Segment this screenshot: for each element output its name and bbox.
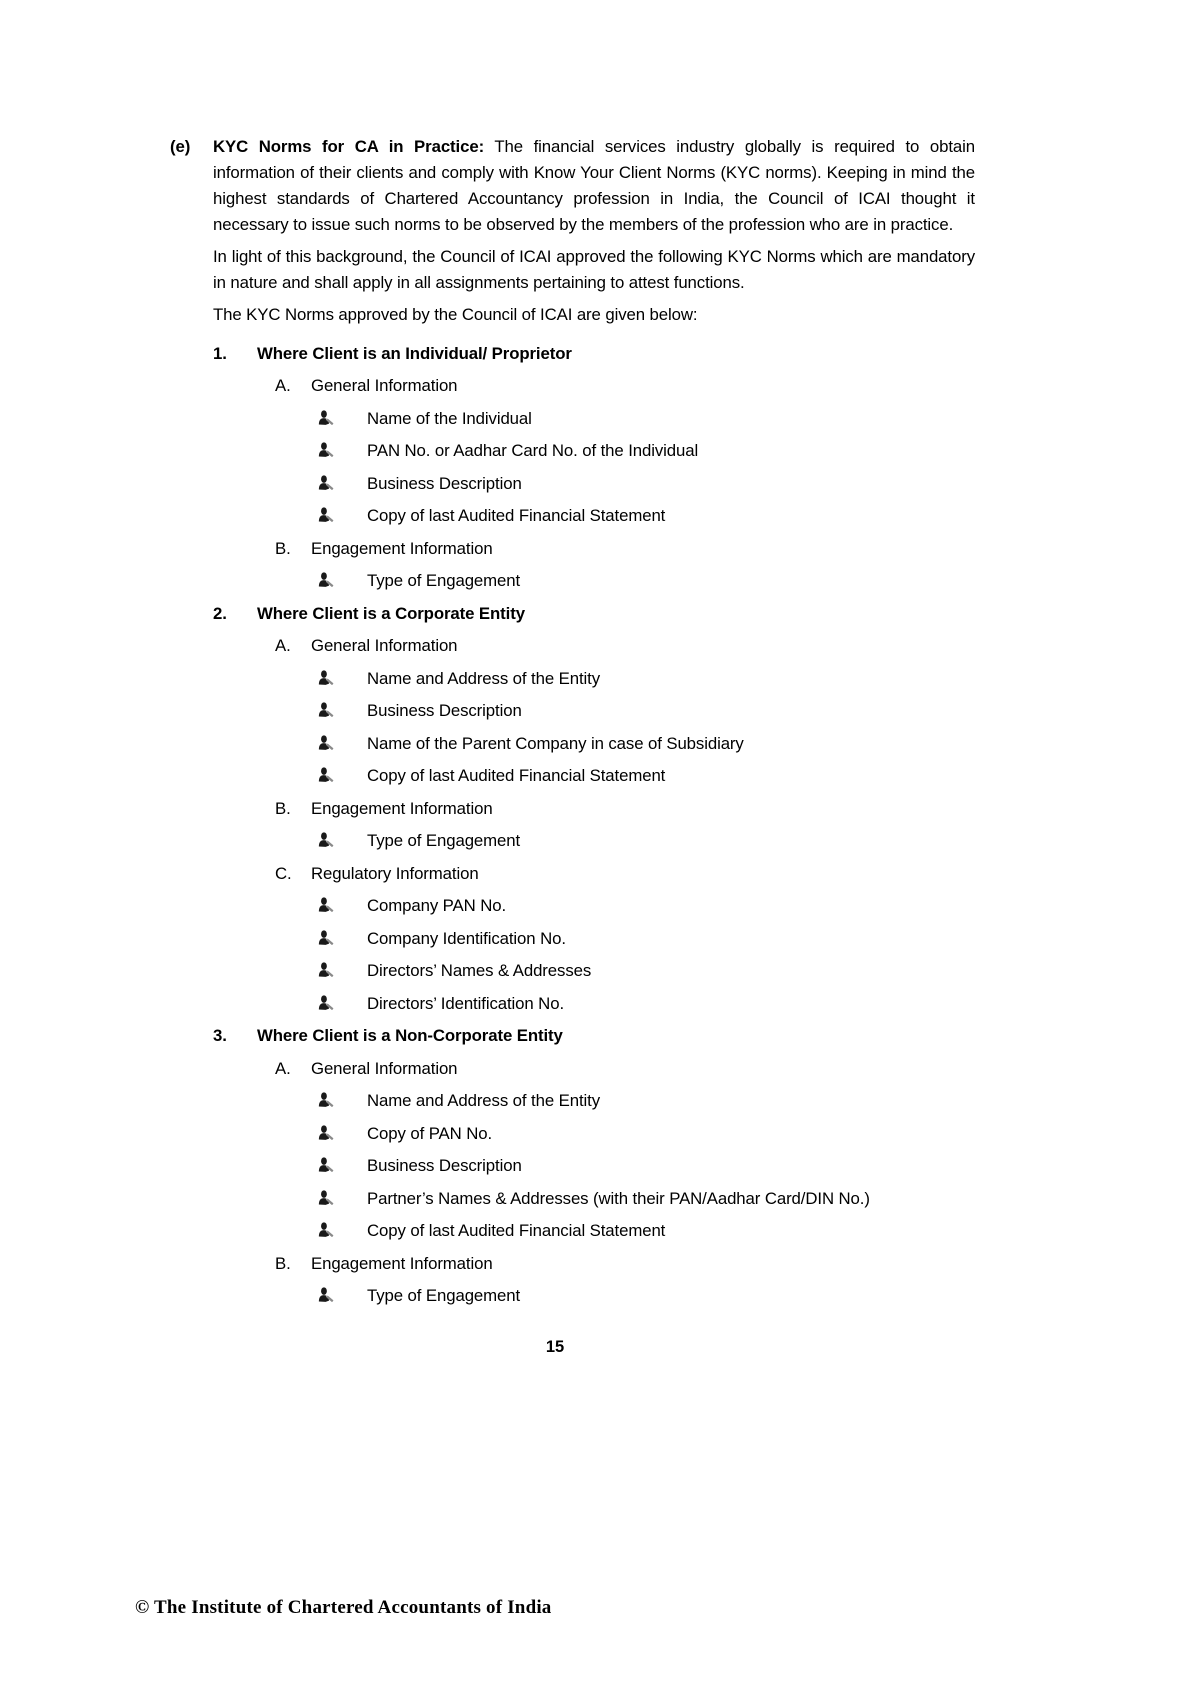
person-with-pen-icon [318,1222,335,1239]
clause-paragraph-2: In light of this background, the Council of ICAI approved the following KYC Norms which are mandatory in nature and shall apply in all assignments pertaining to attest functions. [213,247,975,292]
section-number: 1. [213,343,227,363]
page-number: 15 [545,1338,565,1356]
section-title: Where Client is an Individual/ Proprietor [257,343,572,363]
subsection-title: General Information [311,1058,458,1078]
list-item [170,666,975,692]
subsection-heading [170,536,975,562]
list-item [170,1218,975,1244]
subsection-letter: C. [275,863,292,883]
list-item [170,698,975,724]
section-title: Where Client is a Corporate Entity [257,603,525,623]
list-item-text: Directors’ Names & Addresses [367,961,592,980]
clause-label: (e) [170,137,191,156]
subsection-letter: B. [275,1253,291,1273]
person-with-pen-icon [318,1157,335,1174]
footer-copyright: © The Institute of Chartered Accountants of India [135,1597,552,1618]
list-item-text: Type of Engagement [367,831,521,850]
list-item [170,406,975,432]
list-item-text: Name of the Individual [367,408,532,428]
section-heading [170,341,975,367]
list-item [170,471,975,497]
section-heading [170,1023,975,1049]
list-item [170,828,975,854]
list-item-text: Company Identification No. [367,928,566,948]
list-item-text: Business Description [367,701,522,720]
clause-e [170,134,975,334]
person-with-pen-icon [318,442,335,459]
list-item-text: Copy of last Audited Financial Statement [367,1221,666,1240]
person-with-pen-icon [318,702,335,719]
list-item-text: Business Description [367,1156,522,1175]
list-item [170,1088,975,1114]
person-with-pen-icon [318,1190,335,1207]
section-title: Where Client is a Non-Corporate Entity [257,1026,563,1045]
list-item-text: Name and Address of the Entity [367,668,601,688]
clause-heading: KYC Norms for CA in Practice: [213,137,485,156]
list-item [170,1121,975,1147]
subsection-heading [170,1056,975,1082]
clause-intro-text: The financial services industry globally is required to obtain information of their clients and comply with Know Your Client Norms (KYC norms). Keeping in mind the highest standards of Chartered Accountancy profession in India, the Council of ICAI thought it necessary to issue such norms to be observed by the members of the profession who are in practice. [213,137,975,234]
person-with-pen-icon [318,475,335,492]
list-item [170,503,975,529]
clause-intro-paragraph [213,134,975,238]
subsection-letter: A. [275,376,291,395]
section-2 [170,601,975,1017]
subsection-letter: A. [275,636,291,655]
list-item [170,731,975,757]
section-3 [170,1023,975,1309]
list-item-text: Type of Engagement [367,571,521,590]
list-item [170,991,975,1017]
list-item-text: Name and Address of the Entity [367,1091,601,1110]
clause-paragraph-3: The KYC Norms approved by the Council of ICAI are given below: [213,305,698,324]
person-with-pen-icon [318,930,335,947]
list-item-text: Directors’ Identification No. [367,993,565,1013]
section-number: 2. [213,603,227,623]
list-item-text: Company PAN No. [367,896,507,915]
person-with-pen-icon [318,1125,335,1142]
list-item-text: Copy of PAN No. [367,1123,493,1143]
person-with-pen-icon [318,767,335,784]
subsection-title: General Information [311,376,458,395]
subsection-title: General Information [311,636,458,655]
list-item [170,1283,975,1309]
person-with-pen-icon [318,962,335,979]
list-item-text: Partner’s Names & Addresses (with their PAN/Aadhar Card/DIN No.) [367,1188,870,1208]
subsection-heading [170,861,975,887]
person-with-pen-icon [318,1287,335,1304]
subsection-title: Engagement Information [311,538,493,558]
person-with-pen-icon [318,735,335,752]
person-with-pen-icon [318,410,335,427]
list-item-text: Type of Engagement [367,1286,521,1305]
person-with-pen-icon [318,1092,335,1109]
person-with-pen-icon [318,832,335,849]
section-heading [170,601,975,627]
subsection-letter: B. [275,538,291,558]
list-item [170,1153,975,1179]
subsection-title: Engagement Information [311,798,493,818]
subsection-title: Regulatory Information [311,863,479,883]
list-item [170,893,975,919]
section-1 [170,341,975,595]
list-item [170,1186,975,1212]
list-item [170,438,975,464]
subsection-heading [170,373,975,399]
person-with-pen-icon [318,995,335,1012]
subsection-heading [170,796,975,822]
list-item-text: Copy of last Audited Financial Statement [367,506,666,525]
list-item [170,763,975,789]
list-item-text: Name of the Parent Company in case of Subsidiary [367,733,744,753]
list-item-text: PAN No. or Aadhar Card No. of the Individual [367,441,699,460]
person-with-pen-icon [318,507,335,524]
list-item-text: Business Description [367,473,522,493]
person-with-pen-icon [318,670,335,687]
list-item [170,958,975,984]
page-content [170,134,975,1309]
subsection-heading [170,1251,975,1277]
subsection-heading [170,633,975,659]
list-item-text: Copy of last Audited Financial Statement [367,766,666,785]
person-with-pen-icon [318,572,335,589]
subsection-letter: A. [275,1058,291,1078]
subsection-letter: B. [275,798,291,818]
section-number: 3. [213,1026,227,1045]
subsection-title: Engagement Information [311,1253,493,1273]
clause-body [213,134,975,334]
list-item [170,568,975,594]
person-with-pen-icon [318,897,335,914]
list-item [170,926,975,952]
